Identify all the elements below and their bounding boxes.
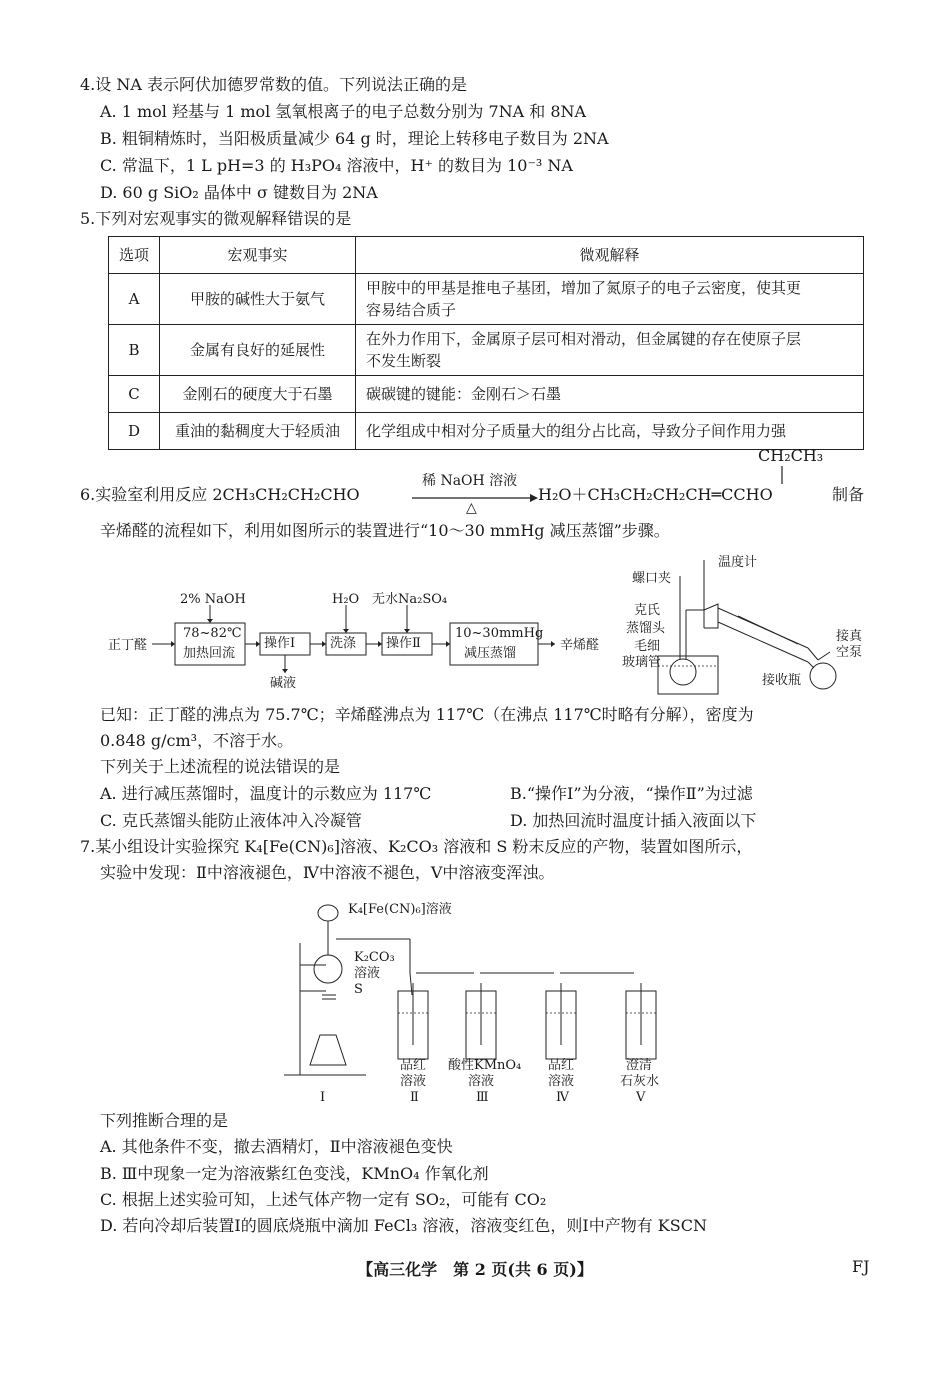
label-num-5: Ⅴ — [636, 1090, 646, 1105]
row-fact: 甲胺的碱性大于氨气 — [160, 274, 356, 325]
flow-box4: 操作Ⅱ — [386, 636, 421, 651]
flow-reagent2: H₂O — [332, 592, 360, 607]
app-capillary-line2: 玻璃管 — [622, 655, 662, 670]
q7-stem-2: 实验中发现：Ⅱ中溶液褪色，Ⅳ中溶液不褪色，Ⅴ中溶液变浑浊。 — [100, 863, 555, 882]
flow-waste: 碱液 — [270, 676, 297, 691]
q6-stem-c: 制备 — [832, 485, 865, 504]
q7-option-b: B. Ⅲ中现象一定为溶液紫红色变浅，KMnO₄ 作氧化剂 — [100, 1164, 489, 1183]
row-option: C — [109, 376, 160, 413]
q6-option-c: C. 克氏蒸馏头能防止液体冲入冷凝管 — [100, 811, 362, 830]
label-bottle-2b: 溶液 — [400, 1074, 427, 1089]
q6-stem-a: 6.实验室利用反应 2CH₃CH₂CH₂CHO — [80, 485, 360, 504]
q6-line2: 辛烯醛的流程如下，利用如图所示的装置进行“10～30 mmHg 减压蒸馏”步骤。 — [100, 521, 670, 540]
label-num-2: Ⅱ — [410, 1090, 419, 1105]
label-bottle-4a: 品红 — [548, 1058, 575, 1073]
row-fact: 金刚石的硬度大于石墨 — [160, 376, 356, 413]
q4-option-c: C. 常温下，1 L pH=3 的 H₃PO₄ 溶液中，H⁺ 的数目为 10⁻³ NA — [100, 156, 573, 175]
table-row — [109, 376, 864, 413]
app-head-line1: 克氏 — [634, 603, 661, 618]
label-bottle-5b: 石灰水 — [620, 1074, 660, 1089]
row-explanation: 在外力作用下，金属原子层可相对滑动，但金属键的存在使原子层 不发生断裂 — [356, 325, 864, 376]
app-vacuum-line1: 接真 — [836, 629, 863, 644]
app-capillary-line1: 毛细 — [634, 639, 661, 654]
row-option: D — [109, 413, 160, 450]
table-row — [109, 325, 864, 376]
app-head-line2: 蒸馏头 — [626, 621, 666, 636]
flow-start: 正丁醛 — [108, 638, 148, 653]
row-explanation: 化学组成中相对分子质量大的组分占比高，导致分子间作用力强 — [356, 413, 864, 450]
row-fact: 重油的黏稠度大于轻质油 — [160, 413, 356, 450]
q6-branch: CH₂CH₃ — [758, 446, 824, 465]
footer-code: FJ — [852, 1257, 870, 1276]
row-explanation: 碳碳键的键能：金刚石＞石墨 — [356, 376, 864, 413]
label-bottle-2a: 品红 — [400, 1058, 427, 1073]
header-fact: 宏观事实 — [160, 237, 356, 274]
q4-stem: 4.设 NA 表示阿伏加德罗常数的值。下列说法正确的是 — [80, 75, 467, 94]
table-header-row — [109, 237, 864, 274]
flow-reagent1: 2% NaOH — [180, 592, 246, 607]
table-row — [109, 274, 864, 325]
q7-stem-1: 7.某小组设计实验探究 K₄[Fe(CN)₆]溶液、K₂CO₃ 溶液和 S 粉末反应的产物，装置如图所示， — [80, 837, 753, 856]
label-num-4: Ⅳ — [556, 1090, 569, 1105]
label-bottle-4b: 溶液 — [548, 1074, 575, 1089]
q6-option-d: D. 加热回流时温度计插入液面以下 — [510, 811, 757, 830]
app-vacuum-line2: 空泵 — [836, 645, 863, 660]
label-flask-3: S — [354, 982, 363, 997]
q6-option-a: A. 进行减压蒸馏时，温度计的示数应为 117℃ — [100, 784, 432, 803]
q6-condition-top: 稀 NaOH 溶液 — [422, 473, 518, 489]
flow-end: 辛烯醛 — [560, 638, 600, 653]
q7-option-a: A. 其他条件不变，撤去酒精灯，Ⅱ中溶液褪色变快 — [100, 1137, 453, 1156]
q4-option-d: D. 60 g SiO₂ 晶体中 σ 键数目为 2NA — [100, 183, 378, 202]
row-option: B — [109, 325, 160, 376]
q7-ask: 下列推断合理的是 — [100, 1111, 229, 1130]
header-option: 选项 — [109, 237, 160, 274]
q4-option-b: B. 粗铜精炼时，当阳极质量减少 64 g 时，理论上转移电子数目为 2NA — [100, 129, 609, 148]
page-footer: 【高三化学 第 2 页(共 6 页)】 — [357, 1260, 593, 1279]
q6-ask: 下列关于上述流程的说法错误的是 — [100, 757, 341, 776]
q6-stem-b: H₂O＋CH₃CH₂CH₂CH═CCHO — [538, 485, 773, 504]
app-clamp: 螺口夹 — [632, 571, 672, 586]
flow-reagent3: 无水Na₂SO₄ — [372, 592, 448, 607]
label-num-1: Ⅰ — [320, 1090, 326, 1105]
flow-box1-line2: 加热回流 — [183, 646, 236, 661]
q6-known-2: 0.848 g/cm³，不溶于水。 — [100, 731, 294, 750]
flow-box5-line2: 减压蒸馏 — [464, 646, 517, 661]
label-flask-2: 溶液 — [354, 966, 381, 981]
label-num-3: Ⅲ — [476, 1090, 489, 1105]
header-explanation: 微观解释 — [356, 237, 864, 274]
q6-apparatus — [618, 548, 880, 700]
q6-known-1: 已知：正丁醛的沸点为 75.7℃；辛烯醛沸点为 117℃（在沸点 117℃时略有分解），密度为 — [100, 705, 754, 724]
row-option: A — [109, 274, 160, 325]
table-row — [109, 413, 864, 450]
q6-condition-bottom: △ — [466, 500, 477, 516]
flow-box3: 洗涤 — [330, 636, 357, 651]
q7-apparatus — [270, 895, 690, 1107]
q6-option-b: B.“操作Ⅰ”为分液，“操作Ⅱ”为过滤 — [510, 784, 753, 803]
label-bottle-3b: 溶液 — [468, 1074, 495, 1089]
q5-table — [108, 236, 864, 450]
app-thermometer: 温度计 — [718, 555, 758, 570]
q4-option-a: A. 1 mol 羟基与 1 mol 氢氧根离子的电子总数分别为 7NA 和 8NA — [100, 102, 587, 121]
app-receiver: 接收瓶 — [762, 673, 802, 688]
flow-box1-line1: 78~82℃ — [183, 626, 242, 641]
q7-option-c: C. 根据上述实验可知，上述气体产物一定有 SO₂，可能有 CO₂ — [100, 1190, 547, 1209]
q5-stem: 5.下列对宏观事实的微观解释错误的是 — [80, 209, 352, 228]
flow-box2: 操作Ⅰ — [264, 636, 296, 651]
row-explanation: 甲胺中的甲基是推电子基团，增加了氮原子的电子云密度，使其更 容易结合质子 — [356, 274, 864, 325]
label-bottle-5a: 澄清 — [626, 1058, 653, 1073]
label-funnel: K₄[Fe(CN)₆]溶液 — [348, 902, 452, 917]
label-bottle-3a: 酸性KMnO₄ — [448, 1058, 522, 1073]
flow-box5-line1: 10~30mmHg — [455, 626, 544, 641]
q7-option-d: D. 若向冷却后装置Ⅰ的圆底烧瓶中滴加 FeCl₃ 溶液，溶液变红色，则Ⅰ中产物有 KSCN — [100, 1216, 707, 1235]
q6-flowchart — [100, 585, 620, 700]
label-flask-1: K₂CO₃ — [354, 950, 395, 965]
row-fact: 金属有良好的延展性 — [160, 325, 356, 376]
